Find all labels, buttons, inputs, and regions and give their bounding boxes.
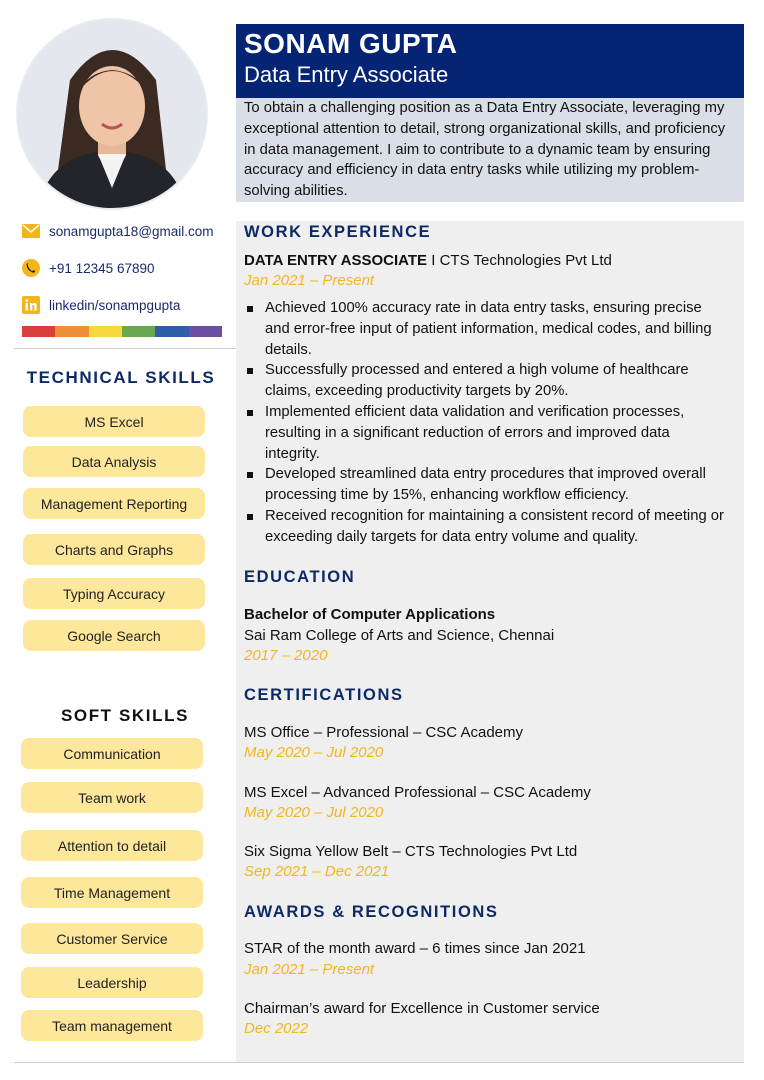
objective-text: To obtain a challenging position as a Data Entry Associate, leveraging my exceptional attention to detail, strong organizational skills, and proficiency in data management. I aim to contribute to a dynamic team by ensuring accuracy and efficiency in data entry tasks while utilizing my problem-solving abilities.	[244, 100, 726, 200]
sidebar-divider	[14, 348, 236, 349]
list-item: Implemented efficient data validation and verification processes, resulting in a significant reduction of errors and improved data integrity.	[244, 402, 724, 464]
award-dates: Dec 2022	[244, 1020, 309, 1037]
soft-skill-pill: Communication	[21, 738, 203, 769]
skill-pill: Google Search	[23, 620, 205, 651]
certification-dates: May 2020 – Jul 2020	[244, 744, 384, 761]
soft-skill-pill: Team management	[21, 1010, 203, 1041]
certifications-heading: CERTIFICATIONS	[244, 686, 404, 704]
job-company: CTS Technologies Pvt Ltd	[439, 252, 612, 269]
phone-text: +91 12345 67890	[49, 260, 155, 276]
rainbow-divider	[22, 326, 222, 337]
work-experience-heading: WORK EXPERIENCE	[244, 223, 432, 241]
job-role: DATA ENTRY ASSOCIATE	[244, 252, 428, 269]
education-degree: Bachelor of Computer Applications	[244, 606, 496, 623]
soft-skill-pill: Leadership	[21, 967, 203, 998]
phone-icon	[22, 259, 40, 277]
award-name: Chairman’s award for Excellence in Customer service	[244, 1000, 600, 1017]
linkedin-icon	[22, 296, 40, 314]
profile-photo	[18, 20, 206, 208]
bottom-divider	[14, 1062, 744, 1063]
soft-skill-pill: Customer Service	[21, 923, 203, 954]
email-icon	[22, 222, 40, 240]
award-name: STAR of the month award – 6 times since Jan 2021	[244, 940, 586, 957]
education-school: Sai Ram College of Arts and Science, Chennai	[244, 627, 555, 644]
certification-dates: May 2020 – Jul 2020	[244, 804, 384, 821]
soft-skill-pill: Time Management	[21, 877, 203, 908]
list-item: Successfully processed and entered a high volume of healthcare claims, exceeding productivity targets by 20%.	[244, 360, 724, 402]
certification-name: MS Office – Professional – CSC Academy	[244, 724, 524, 741]
email-text: sonamgupta18@gmail.com	[49, 223, 214, 239]
skill-pill: Charts and Graphs	[23, 534, 205, 565]
job-dates: Jan 2021 – Present	[244, 272, 375, 289]
list-item: Developed streamlined data entry procedures that improved overall processing time by 15%, enhancing workflow efficiency.	[244, 464, 724, 506]
awards-heading: AWARDS & RECOGNITIONS	[244, 903, 499, 921]
linkedin-text: linkedin/sonampgupta	[49, 297, 181, 313]
contact-linkedin[interactable]	[22, 295, 180, 315]
candidate-title: Data Entry Associate	[244, 62, 449, 87]
list-item: Achieved 100% accuracy rate in data entry tasks, ensuring precise and error-free input of patient information, medical codes, and billing details.	[244, 298, 724, 360]
contact-phone[interactable]	[22, 258, 154, 278]
list-item: Received recognition for maintaining a consistent record of meeting or exceeding daily targets for data entry volume and quality.	[244, 506, 724, 548]
job-title-line	[244, 252, 612, 269]
soft-skills-heading: SOFT SKILLS	[60, 706, 190, 725]
skill-pill: Management Reporting	[23, 488, 205, 519]
soft-skill-pill: Team work	[21, 782, 203, 813]
skill-pill: Typing Accuracy	[23, 578, 205, 609]
soft-skill-pill: Attention to detail	[21, 830, 203, 861]
award-dates: Jan 2021 – Present	[244, 961, 375, 978]
certification-name: MS Excel – Advanced Professional – CSC Academy	[244, 784, 591, 801]
contact-email[interactable]	[22, 221, 214, 241]
technical-skills-heading: TECHNICAL SKILLS	[26, 368, 216, 387]
job-separator: I	[427, 252, 440, 269]
skill-pill: MS Excel	[23, 406, 205, 437]
certification-dates: Sep 2021 – Dec 2021	[244, 863, 390, 880]
skill-pill: Data Analysis	[23, 446, 205, 477]
education-dates: 2017 – 2020	[244, 647, 328, 664]
candidate-name: SONAM GUPTA	[244, 28, 458, 59]
certification-name: Six Sigma Yellow Belt – CTS Technologies Pvt Ltd	[244, 843, 578, 860]
job-bullets	[244, 298, 724, 548]
education-heading: EDUCATION	[244, 568, 356, 586]
